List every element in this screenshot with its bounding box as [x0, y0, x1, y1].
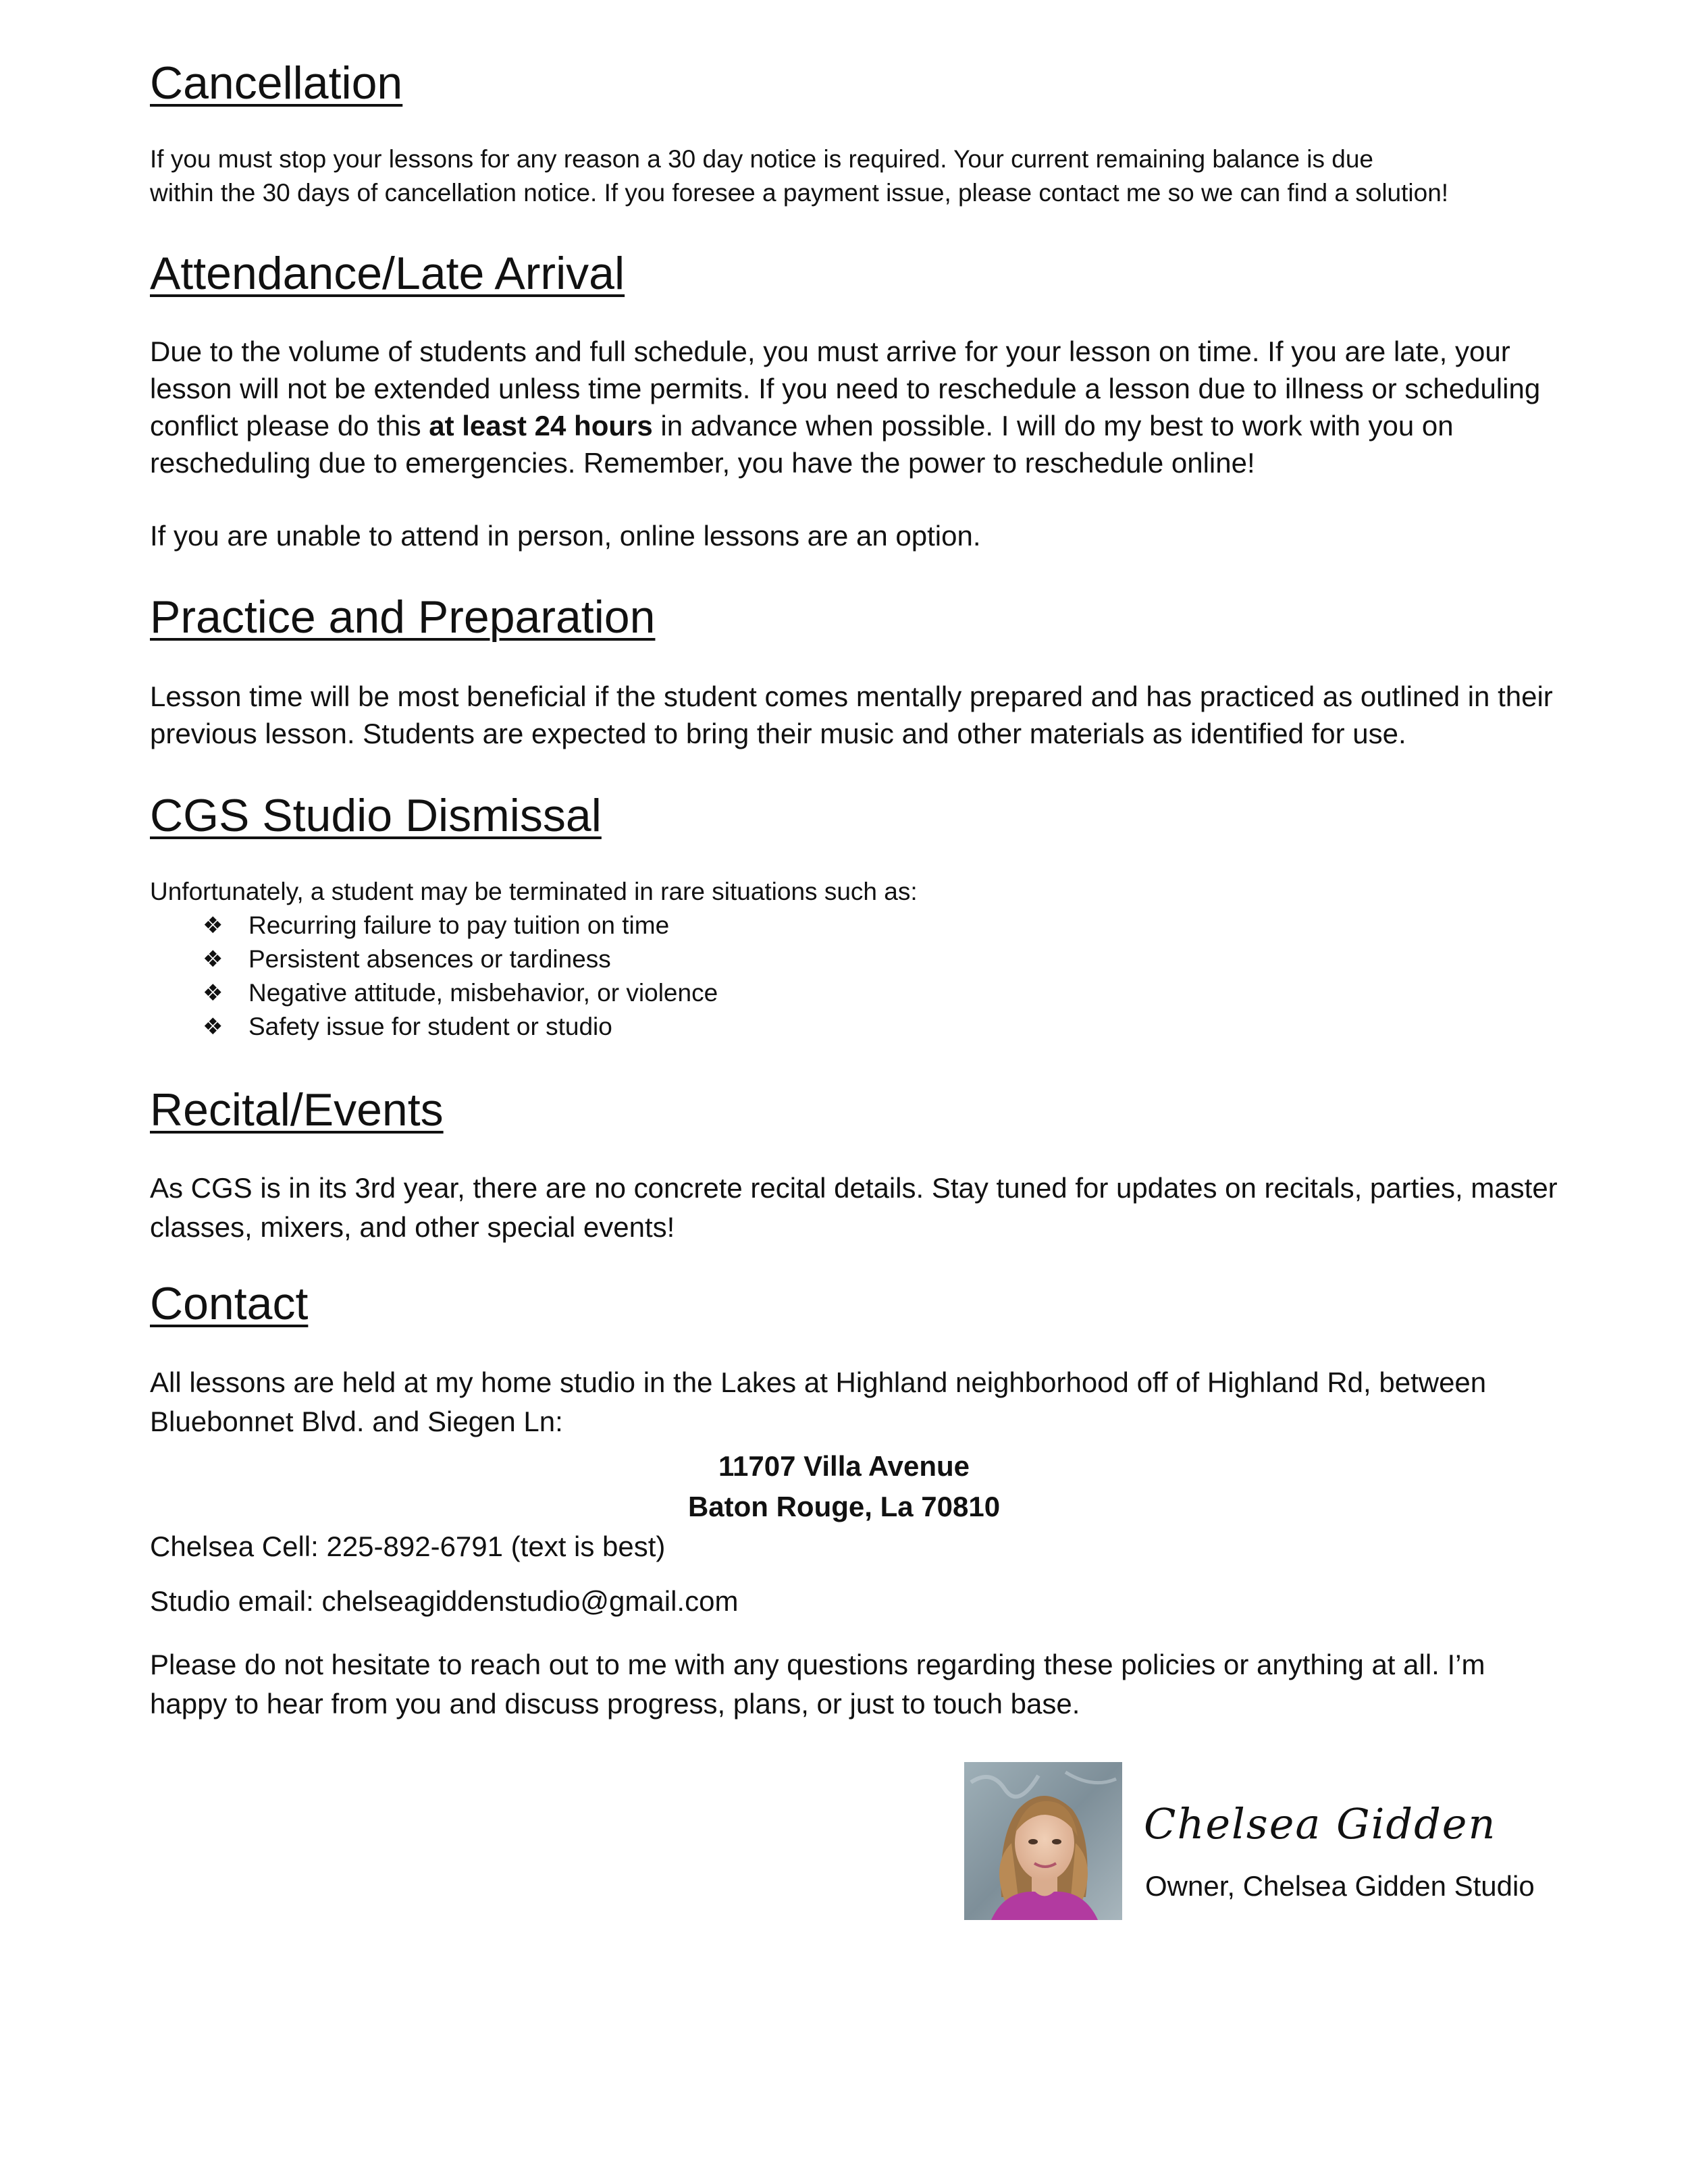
list-item-text: Safety issue for student or studio	[248, 1013, 612, 1040]
cancellation-text-line-2: within the 30 days of cancellation notice. If you foresee a payment issue, please contact me so we can find a solution!	[150, 179, 1449, 207]
diamond-bullet-icon: ❖	[203, 946, 223, 973]
contact-text-line-1: All lessons are held at my home studio in the Lakes at Highland neighborhood off of Highland Rd, between	[150, 1366, 1487, 1398]
owner-photo	[964, 1762, 1122, 1920]
cancellation-heading: Cancellation	[150, 57, 403, 109]
dismissal-heading: CGS Studio Dismissal	[150, 790, 602, 841]
address-line-1: 11707 Villa Avenue	[718, 1450, 970, 1482]
attendance-text-line-3-start: conflict please do this	[150, 410, 429, 442]
attendance-text-line-1: Due to the volume of students and full schedule, you must arrive for your lesson on time. If you are late, your	[150, 336, 1510, 367]
dismissal-reasons-list	[203, 909, 718, 1044]
studio-email: Studio email: chelseagiddenstudio@gmail.com	[150, 1585, 739, 1617]
diamond-bullet-icon: ❖	[203, 980, 223, 1007]
attendance-online-note: If you are unable to attend in person, online lessons are an option.	[150, 520, 981, 552]
list-item	[203, 1010, 718, 1044]
attendance-text-line-3-end: in advance when possible. I will do my best to work with you on	[652, 410, 1454, 442]
cell-phone: Chelsea Cell: 225-892-6791 (text is best)	[150, 1530, 666, 1562]
recital-heading: Recital/Events	[150, 1084, 444, 1136]
attendance-emphasis: at least 24 hours	[429, 410, 653, 442]
list-item	[203, 909, 718, 942]
closing-text-line-2: happy to hear from you and discuss progress, plans, or just to touch base.	[150, 1688, 1080, 1720]
recital-text-line-1: As CGS is in its 3rd year, there are no concrete recital details. Stay tuned for updates on recitals, parties, master	[150, 1172, 1558, 1204]
portrait-image	[964, 1762, 1122, 1920]
list-item	[203, 942, 718, 976]
address-line-2: Baton Rouge, La 70810	[687, 1491, 1001, 1522]
cancellation-text-line-1: If you must stop your lessons for any reason a 30 day notice is required. Your current remaining balance is due	[150, 145, 1373, 173]
practice-text-line-1: Lesson time will be most beneficial if the student comes mentally prepared and has practiced as outlined in their	[150, 681, 1553, 712]
contact-heading: Contact	[150, 1278, 309, 1329]
dismissal-intro: Unfortunately, a student may be terminated in rare situations such as:	[150, 878, 918, 905]
list-item	[203, 976, 718, 1010]
signature-text: Chelsea Gidden	[1144, 1799, 1497, 1848]
contact-text-line-2: Bluebonnet Blvd. and Siegen Ln:	[150, 1406, 563, 1437]
list-item-text: Negative attitude, misbehavior, or violence	[248, 979, 718, 1007]
owner-title: Owner, Chelsea Gidden Studio	[1145, 1870, 1535, 1902]
attendance-heading: Attendance/Late Arrival	[150, 248, 625, 299]
closing-text-line-1: Please do not hesitate to reach out to me with any questions regarding these policies or anything at all. I’m	[150, 1649, 1485, 1680]
diamond-bullet-icon: ❖	[203, 1013, 223, 1040]
practice-text-line-2: previous lesson. Students are expected to bring their music and other materials as identified for use.	[150, 718, 1406, 749]
owner-signature	[1141, 1792, 1497, 1860]
list-item-text: Recurring failure to pay tuition on time	[248, 911, 670, 939]
attendance-text-line-3	[150, 407, 1454, 444]
attendance-text-line-2: lesson will not be extended unless time permits. If you need to reschedule a lesson due to illness or scheduling	[150, 373, 1541, 404]
recital-text-line-2: classes, mixers, and other special events!	[150, 1211, 675, 1243]
list-item-text: Persistent absences or tardiness	[248, 945, 611, 973]
practice-heading: Practice and Preparation	[150, 591, 656, 643]
attendance-text-line-4: rescheduling due to emergencies. Remember, you have the power to reschedule online!	[150, 447, 1255, 479]
diamond-bullet-icon: ❖	[203, 912, 223, 939]
